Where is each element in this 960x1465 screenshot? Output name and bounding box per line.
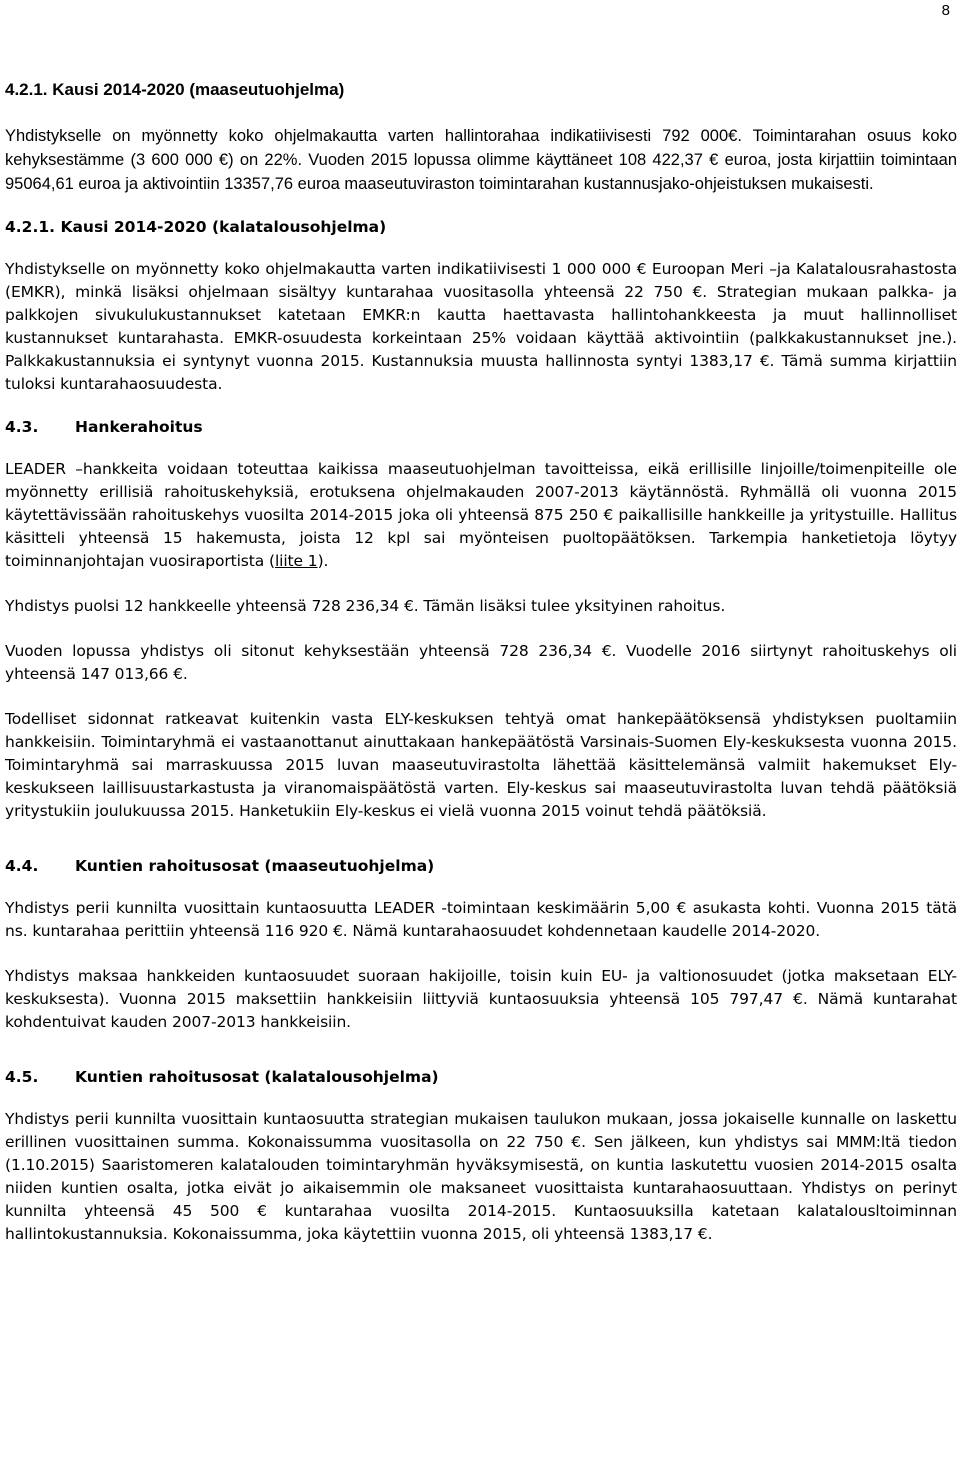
section-number: 4.2.1. [5,80,48,99]
paragraph-text-end: ). [317,552,329,570]
section-title: Kausi 2014-2020 (maaseutuohjelma) [52,80,345,99]
heading-4-5-kuntien-rahoitusosat-kalatalous [5,1068,957,1086]
paragraph-emkr: Yhdistykselle on myönnetty koko ohjelmakautta varten indikatiivisesti 1 000 000 € Euroopan Meri –ja Kalatalousrahastosta (EMKR), minkä lisäksi ohjelmaan sisältyy kuntarahaa vuositasolla yhteensä 22 750 €. Strategian mukaan palkka- ja palkkojen sivukulukustannukset katetaan EMKR:n kautta haettavasta hallintohankkeesta ja muut hallinnolliset kustannukset kuntarahasta. EMKR-osuudesta korkeintaan 25% voidaan käyttää aktivointiin (palkkakustannukset jne.). Palkkakustannuksia ei syntynyt vuonna 2015. Kustannuksia muusta hallinnosta syntyi 1383,17 €. Tämä summa kirjattiin tuloksi kuntarahaosuudesta. [5,260,957,393]
section-title: Kuntien rahoitusosat (kalatalousohjelma) [75,1068,439,1086]
section-number: 4.4. [5,857,39,875]
page-number: 8 [941,2,950,19]
paragraph-kuntaosuus: Yhdistys perii kunnilta vuosittain kuntaosuutta LEADER -toimintaan keskimäärin 5,00 € asukasta kohti. Vuonna 2015 tätä ns. kuntarahaa perittiin yhteensä 116 920 €. Nämä kuntarahaosuudet kohdennetaan kaudelle 2014-2020. [5,899,957,940]
page-content [5,80,957,1268]
heading-4-2-1-kalatalousohjelma [5,218,957,236]
paragraph-sidonnat: Todelliset sidonnat ratkeavat kuitenkin vasta ELY-keskuksen tehtyä omat hankepäätöksensä yhdistyksen puoltamiin hankkeisiin. Toimintaryhmä ei vastaanottanut ainuttakaan hankepäätöstä Varsinais-Suomen Ely-keskuksesta vuonna 2015. Toimintaryhmä sai marraskuussa 2015 luvan maaseutuvirastolta lähettää käsittelemänsä valmiit hakemukset Ely-keskukseen laillisuustarkastusta ja viranomaispäätöstä varten. Ely-keskus sai maaseutuvirastolta luvan tehdä päätöksiä yritystukiin joulukuussa 2015. Hanketukiin Ely-keskus ei vielä vuonna 2015 voinut tehdä päätöksiä. [5,710,957,820]
section-title: Kausi 2014-2020 (kalatalousohjelma) [60,218,387,236]
section-number: 4.3. [5,418,39,436]
heading-4-4-kuntien-rahoitusosat-maaseutu [5,857,957,875]
section-number: 4.5. [5,1068,39,1086]
paragraph-puolsi: Yhdistys puolsi 12 hankkeelle yhteensä 728 236,34 €. Tämän lisäksi tulee yksityinen rahoitus. [5,597,726,615]
section-title: Kuntien rahoitusosat (maaseutuohjelma) [75,857,435,875]
paragraph-kuntaosuudet-maksu: Yhdistys maksaa hankkeiden kuntaosuudet suoraan hakijoille, toisin kuin EU- ja valtionosuudet (jotka maksetaan ELY-keskuksesta). Vuonna 2015 maksettiin hankkeisiin liittyviä kuntaosuuksia yhteensä 105 797,47 €. Nämä kuntarahat kohdentuivat kauden 2007-2013 hankkeisiin. [5,967,957,1031]
heading-4-2-1-maaseutuohjelma [5,80,957,100]
paragraph-text: LEADER –hankkeita voidaan toteuttaa kaikissa maaseutuohjelman tavoitteissa, eikä erillisille linjoille/toimenpiteille ole myönnetty erillisiä rahoituskehyksiä, erotuksena ohjelmakauden 2007-2013 käytännöstä. Ryhmällä oli vuonna 2015 käytettävissään rahoituskehys vuosilta 2014-2015 joka oli yhteensä 875 250 € paikallisille hankkeille ja yritystuille. Hallitus käsitteli yhteensä 15 hakemusta, joista 12 kpl sai myönteisen puoltopäätöksen. Tarkempia hanketietoja löytyy toiminnanjohtajan vuosiraportista ( [5,460,957,570]
paragraph-sitonut: Vuoden lopussa yhdistys oli sitonut kehyksestään yhteensä 728 236,34 €. Vuodelle 2016 siirtynyt rahoituskehys oli yhteensä 147 013,66 €. [5,642,957,683]
paragraph-kalatalous-kuntaosuus: Yhdistys perii kunnilta vuosittain kuntaosuutta strategian mukaisen taulukon mukaan, jossa jokaiselle kunnalle on laskettu erillinen vuosittainen summa. Kokonaissumma vuositasolla on 22 750 €. Sen jälkeen, kun yhdistys sai MMM:ltä tiedon (1.10.2015) Saaristomeren kalatalouden toimintaryhmän hyväksymisestä, on kuntia laskutettu vuosien 2014-2015 osalta niiden kuntien osalta, jotka eivät jo aikaisemmin ole maksaneet vuosittaista kuntarahaosuuttaan. Yhdistys on perinyt kunnilta yhteensä 45 500 € kuntarahaa vuosilta 2014-2015. Kuntaosuuksilla katetaan kalatalousltoiminnan hallintokustannuksia. Kokonaissumma, joka käytettiin vuonna 2015, oli yhteensä 1383,17 €. [5,1110,957,1243]
liite-1-link[interactable]: liite 1 [274,552,318,570]
section-title: Hankerahoitus [75,418,203,436]
heading-4-3-hankerahoitus [5,418,957,436]
section-number: 4.2.1. [5,218,56,236]
paragraph-hallintoraha: Yhdistykselle on myönnetty koko ohjelmakautta varten hallintorahaa indikatiivisesti 792 000€. Toimintarahan osuus koko kehyksestämme (3 600 000 €) on 22%. Vuoden 2015 lopussa olimme käyttäneet 108 422,37 € euroa, josta kirjattiin toimintaan 95064,61 euroa ja aktivointiin 13357,76 euroa maaseutuviraston toimintarahan kustannusjako-ohjeistuksen mukaisesti. [5,127,957,193]
paragraph-leader [5,458,957,573]
